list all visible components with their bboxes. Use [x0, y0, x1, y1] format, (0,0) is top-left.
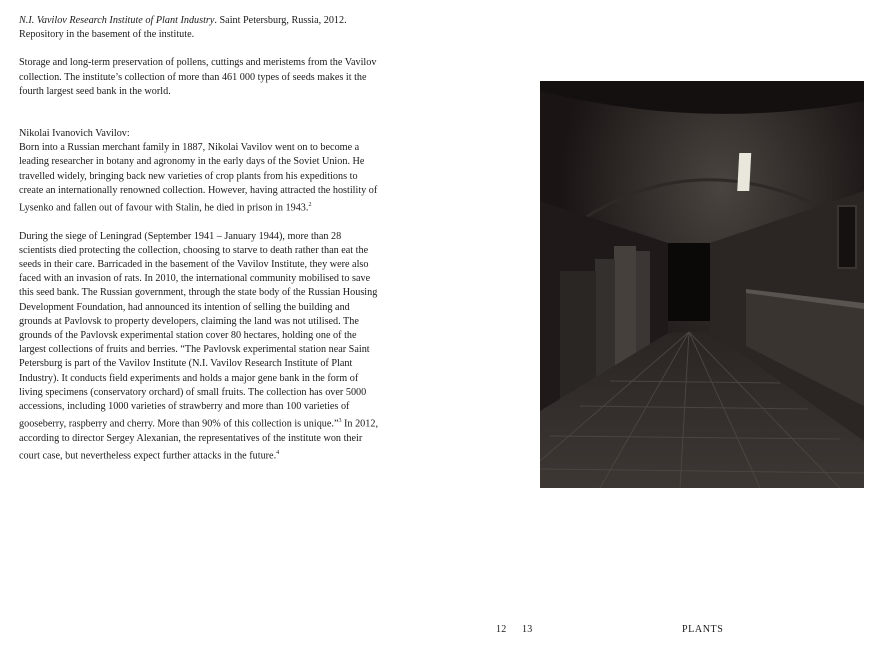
footnote-ref-4[interactable]: 4: [276, 450, 280, 457]
vavilov-paragraph: [19, 141, 381, 215]
caption-institute: N.I. Vavilov Research Institute of Plant Industry: [19, 15, 215, 26]
basement-photo-image: [540, 81, 864, 488]
basement-photo: [540, 81, 864, 488]
siege-tail: In 2012, according to director Sergey Alexanian, the representatives of the institute won their court case, but nevertheless expect further attacks in the future.: [19, 418, 378, 462]
vavilov-body: Born into a Russian merchant family in 1887, Nikolai Vavilov went on to become a leading researcher in botany and agronomy in the early days of the Soviet Union. He travelled widely, bringing back new varieties of crop plants from his expeditions to create an internationally renowned collection. However, having attracted the hostility of Lysenko and fallen out of favour with Stalin, he died in prison in 1943.: [19, 142, 378, 214]
footnote-ref-2[interactable]: 2: [308, 202, 312, 209]
page-number-right: 13: [522, 624, 533, 635]
vavilov-heading: Nikolai Ivanovich Vavilov:: [19, 128, 130, 140]
siege-paragraph: [19, 230, 381, 464]
footnote-ref-3[interactable]: 3: [338, 418, 342, 425]
text-column: [19, 14, 381, 464]
page-number-left: 12: [496, 624, 507, 635]
caption-location: . Saint Petersburg, Russia, 2012.: [214, 15, 347, 26]
storage-paragraph: Storage and long-term preservation of pollens, cuttings and meristems from the Vavilov collection. The institute’s collection of more than 461 000 types of seeds makes it the fourth largest seed bank in the world.: [19, 57, 377, 97]
photo-caption: [19, 14, 381, 42]
siege-body: During the siege of Leningrad (September 1941 – January 1944), more than 28 scientists died protecting the collection, choosing to starve to death rather than eat the seeds in their care. Barricaded in the basement of the Vavilov Institute, they were also faced with an invasion of rats. In 2010, the international community mobilised to save this seed bank. The Russian government, through the state body of the Russian Housing Development Foundation, had announced its intention of selling the building and grounds at Pavlovsk to property developers, claiming the land was not utilised. The grounds of the Pavlovsk experimental station cover 80 hectares, holding one of the largest collections of fruits and berries. “The Pavlovsk experimental station near Saint Petersburg is part of the Vavilov Institute (N.I. Vavilov Research Institute of Plant Industry). It conducts field experiments and holds a major gene bank in the form of living specimens (conservatory orchard) of small fruits. The collection has over 5000 accessions, including 1000 varieties of strawberry and more than 100 varieties of gooseberry, raspberry and cherry. More than 90% of this collection is unique.”: [19, 230, 378, 430]
section-title: PLANTS: [682, 624, 724, 635]
caption-line2: Repository in the basement of the institute.: [19, 29, 195, 41]
